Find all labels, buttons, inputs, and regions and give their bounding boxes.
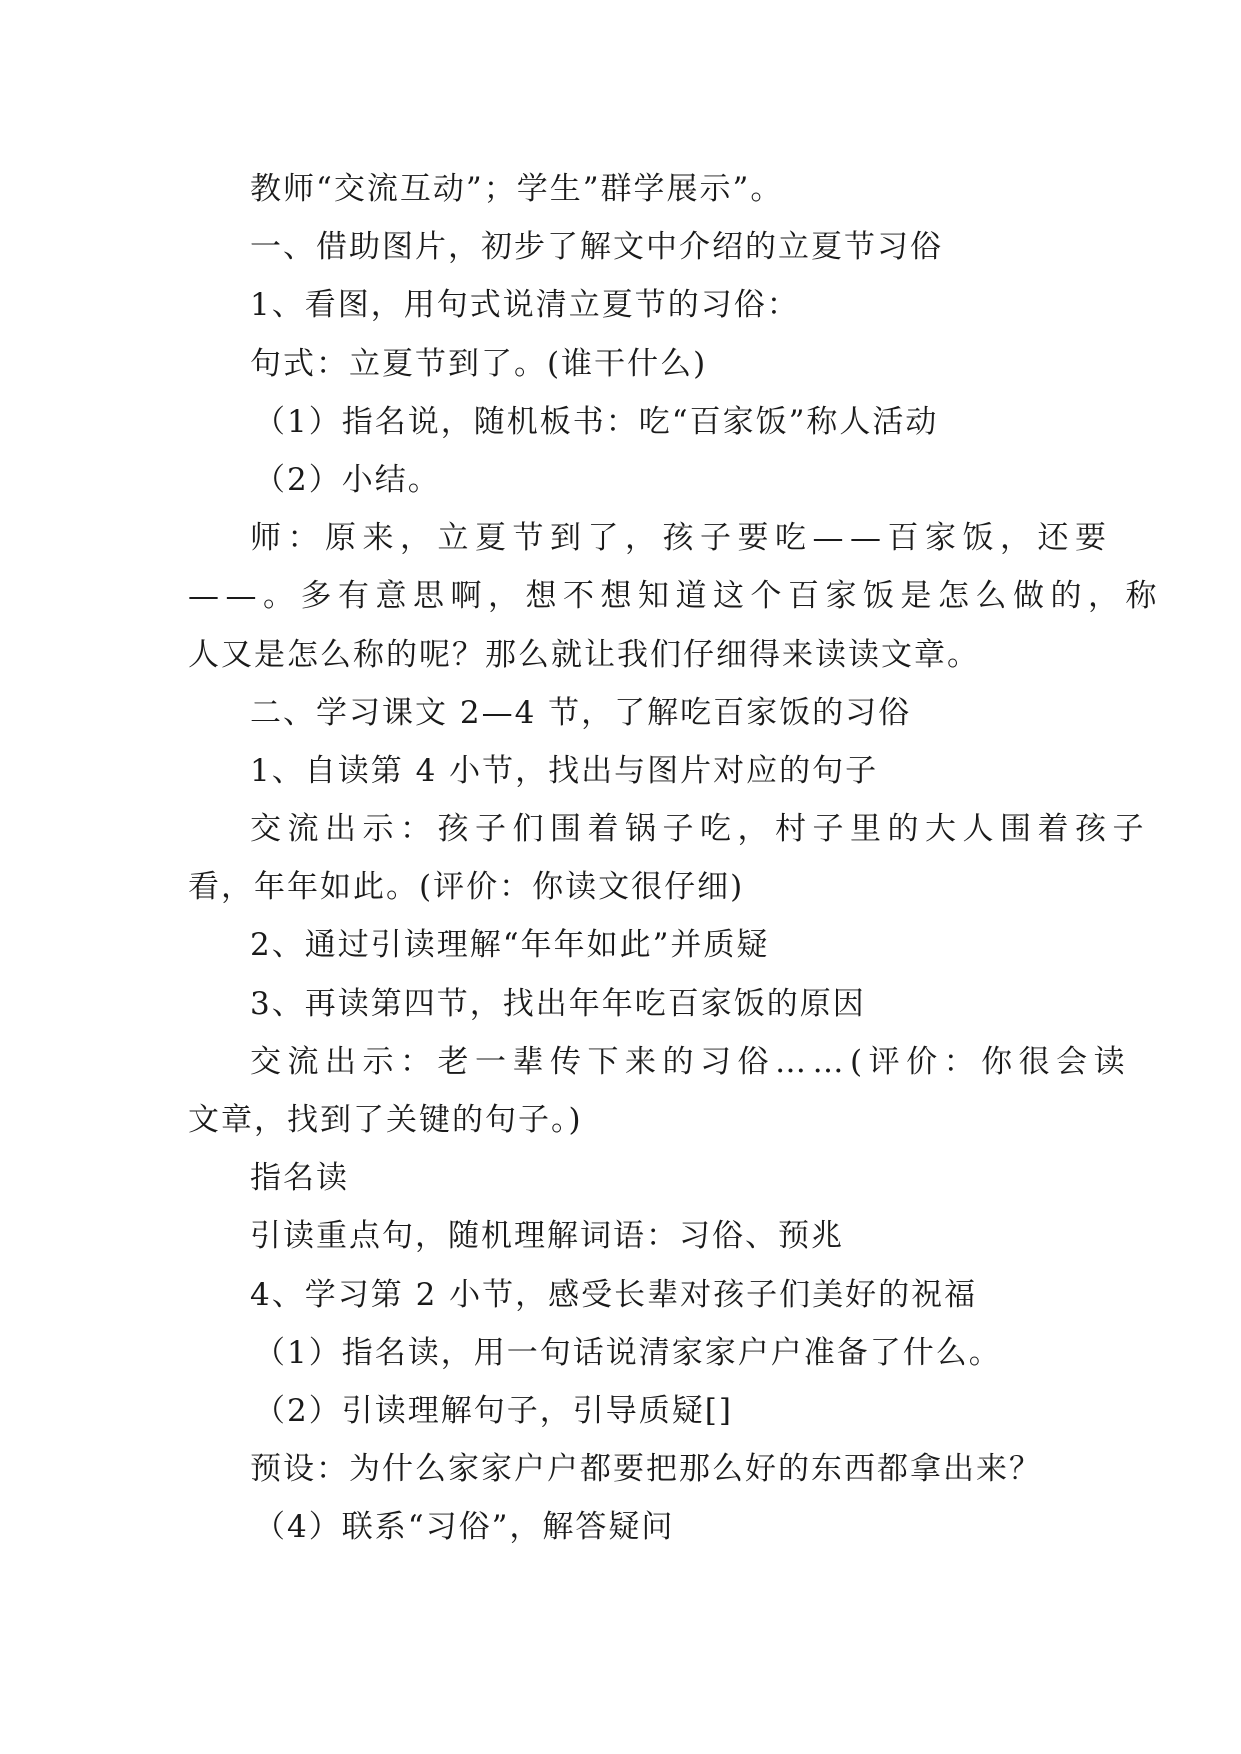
text-line: 文章，找到了关键的句子。): [188, 1102, 583, 1138]
text-line: 人又是怎么称的呢？那么就让我们仔细得来读读文章。: [188, 636, 980, 673]
text-line: 交流出示：孩子们围着锅子吃，村子里的大人围着孩子: [250, 811, 1150, 848]
text-line: 1、自读第 4 小节，找出与图片对应的句子: [250, 752, 879, 789]
text-line: 2、通过引读理解“年年如此”并质疑: [250, 927, 770, 964]
text-line: 师：原来，立夏节到了，孩子要吃——百家饭，还要: [250, 520, 1113, 557]
text-line: 看，年年如此。(评价：你读文很仔细): [188, 869, 745, 906]
section-heading: 一、借助图片，初步了解文中介绍的立夏节习俗: [250, 229, 943, 266]
text-line: （1）指名读，用一句话说清家家户户准备了什么。: [254, 1334, 1002, 1371]
text-line: 1、看图，用句式说清立夏节的习俗：: [250, 287, 800, 324]
text-line: 4、学习第 2 小节，感受长辈对孩子们美好的祝福: [250, 1276, 978, 1313]
text-line: （2）小结。: [254, 461, 441, 498]
text-line: 3、再读第四节，找出年年吃百家饭的原因: [250, 985, 866, 1022]
text-line: （4）联系“习俗”，解答疑问: [254, 1509, 675, 1546]
text-line: （1）指名说，随机板书：吃“百家饭”称人活动: [254, 403, 939, 440]
text-line: 引读重点句，随机理解词语：习俗、预兆: [250, 1218, 844, 1255]
section-heading: 二、学习课文 2—4 节，了解吃百家饭的习俗: [250, 694, 912, 731]
text-line: 教师“交流互动”；学生”群学展示”。: [250, 171, 784, 207]
text-line: 句式：立夏节到了。(谁干什么): [250, 345, 708, 382]
text-line: （2）引读理解句子，引导质疑[]: [254, 1392, 733, 1429]
text-line: 指名读: [250, 1160, 349, 1197]
text-line: ——。多有意思啊，想不想知道这个百家饭是怎么做的，称: [188, 578, 1163, 615]
text-line: 交流出示：老一辈传下来的习俗……(评价：你很会读: [250, 1043, 1132, 1080]
text-line: 预设：为什么家家户户都要把那么好的东西都拿出来？: [250, 1451, 1042, 1488]
document-body: [188, 160, 1163, 1557]
